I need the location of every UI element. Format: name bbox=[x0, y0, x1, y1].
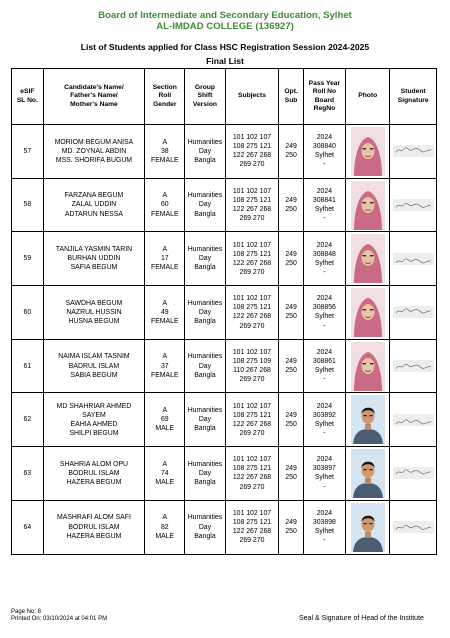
group-line: Day bbox=[198, 523, 212, 531]
section-cell bbox=[145, 178, 185, 232]
opt-sub-line: 250 bbox=[285, 152, 297, 160]
sl-cell: 61 bbox=[12, 339, 44, 393]
pass-line: 303892 bbox=[312, 411, 336, 419]
section-line: MALE bbox=[155, 425, 175, 433]
col-names bbox=[43, 69, 144, 125]
name-line: MD SHAHRIAR AHMED bbox=[56, 402, 132, 410]
group-line: Bangla bbox=[194, 156, 216, 164]
name-line: SABIA BEGUM bbox=[70, 371, 118, 379]
name-line: MD. ZOYNAL ABDIN bbox=[61, 147, 127, 155]
group-cell bbox=[185, 286, 225, 340]
signature-icon bbox=[393, 521, 434, 533]
sl-cell: 57 bbox=[12, 125, 44, 179]
group-line: Humanities bbox=[187, 514, 223, 522]
opt-sub-line: 249 bbox=[285, 304, 297, 312]
opt-sub-line: 250 bbox=[285, 367, 297, 375]
header-text: SL No. bbox=[16, 96, 38, 104]
section-cell bbox=[145, 500, 185, 554]
name-line: BODRUL ISLAM bbox=[68, 523, 120, 531]
header-text: Mother's Name bbox=[70, 100, 118, 108]
pass-cell bbox=[303, 500, 345, 554]
subjects-cell bbox=[225, 339, 279, 393]
photo-cell bbox=[346, 393, 390, 447]
names-cell bbox=[43, 393, 144, 447]
subject-line: 108 275 109 bbox=[232, 357, 272, 365]
subjects-cell bbox=[225, 393, 279, 447]
table-row bbox=[12, 447, 437, 501]
table-row bbox=[12, 339, 437, 393]
table-row bbox=[12, 232, 437, 286]
opt-sub-line: 249 bbox=[285, 250, 297, 258]
pass-line: 308856 bbox=[312, 304, 336, 312]
pass-line: Sylhet bbox=[314, 367, 334, 375]
opt-sub-line: 249 bbox=[285, 411, 297, 419]
male-photo-icon bbox=[351, 503, 385, 552]
section-cell bbox=[145, 447, 185, 501]
header-text: Shift bbox=[197, 92, 213, 100]
group-cell bbox=[185, 447, 225, 501]
subject-line: 122 267 268 bbox=[232, 259, 272, 267]
section-line: A bbox=[162, 138, 168, 146]
pass-line: Sylhet bbox=[314, 259, 334, 267]
photo-cell bbox=[346, 232, 390, 286]
header-text: Pass Year bbox=[308, 79, 341, 87]
sl-cell: 60 bbox=[12, 286, 44, 340]
section-line: FEMALE bbox=[150, 156, 179, 164]
header-text: Group bbox=[194, 83, 215, 91]
pass-line: 308848 bbox=[312, 250, 336, 258]
opt-sub-line: 249 bbox=[285, 196, 297, 204]
subject-line: 101 102 107 bbox=[232, 134, 272, 142]
header-text: Section bbox=[152, 83, 177, 91]
names-cell bbox=[43, 232, 144, 286]
opt-sub-line: 249 bbox=[285, 465, 297, 473]
col-sl bbox=[12, 69, 44, 125]
photo-cell bbox=[346, 339, 390, 393]
subject-line: 269 270 bbox=[239, 537, 265, 545]
subject-line: 269 270 bbox=[239, 429, 265, 437]
group-line: Day bbox=[198, 362, 212, 370]
subject-line: 108 275 121 bbox=[232, 304, 272, 312]
name-line: BADRUL ISLAM bbox=[68, 362, 120, 370]
opt-sub-line: 250 bbox=[285, 528, 297, 536]
group-line: Humanities bbox=[187, 192, 223, 200]
subject-line: 108 275 121 bbox=[232, 143, 272, 151]
name-line: TANJILA YASMIN TARIN bbox=[55, 246, 133, 254]
opt-sub-line: 250 bbox=[285, 206, 297, 214]
col-photo bbox=[346, 69, 390, 125]
name-line: MSS. SHORIFA BUGUM bbox=[55, 156, 133, 164]
name-line: ZALAL UDDIN bbox=[71, 201, 117, 209]
female-photo-icon bbox=[351, 342, 385, 391]
pass-line: Sylhet bbox=[314, 206, 334, 214]
name-line: SHILPI BEGUM bbox=[69, 429, 119, 437]
section-cell bbox=[145, 339, 185, 393]
photo-cell bbox=[346, 447, 390, 501]
header-text: Photo bbox=[358, 92, 378, 100]
subject-line: 122 267 268 bbox=[232, 313, 272, 321]
name-line: EAHIA AHMED bbox=[70, 420, 118, 428]
group-line: Day bbox=[198, 147, 212, 155]
table-header-row bbox=[12, 69, 437, 125]
section-line: FEMALE bbox=[150, 264, 179, 272]
sl-cell: 58 bbox=[12, 178, 44, 232]
pass-line: 2024 bbox=[316, 241, 333, 249]
col-opt bbox=[279, 69, 303, 125]
subject-line: 122 267 268 bbox=[232, 474, 272, 482]
opt-sub-line: 250 bbox=[285, 313, 297, 321]
header-text: Sub bbox=[284, 96, 298, 104]
signature-icon bbox=[393, 360, 434, 372]
signature-icon bbox=[393, 467, 434, 479]
header-text: Signature bbox=[397, 96, 429, 104]
subject-line: 122 267 268 bbox=[232, 420, 272, 428]
opt-sub-line: 250 bbox=[285, 259, 297, 267]
header-text: Candidate's Name/ bbox=[64, 83, 124, 91]
subject-line: 101 102 107 bbox=[232, 509, 272, 517]
pass-line: - bbox=[323, 161, 326, 169]
signature-cell bbox=[390, 125, 437, 179]
section-line: 38 bbox=[160, 147, 169, 155]
signature-icon bbox=[393, 414, 434, 426]
group-cell bbox=[185, 232, 225, 286]
pass-cell bbox=[303, 125, 345, 179]
group-line: Bangla bbox=[194, 371, 216, 379]
col-subjects bbox=[225, 69, 279, 125]
pass-line: 303898 bbox=[312, 519, 336, 527]
photo-cell bbox=[346, 286, 390, 340]
pass-cell bbox=[303, 286, 345, 340]
section-line: MALE bbox=[155, 532, 175, 540]
pass-line: 2024 bbox=[316, 402, 333, 410]
header-text: RegNo bbox=[313, 104, 336, 112]
group-line: Day bbox=[198, 416, 212, 424]
section-line: 69 bbox=[160, 416, 169, 424]
subject-line: 101 102 107 bbox=[232, 348, 272, 356]
signature-cell bbox=[390, 178, 437, 232]
sl-cell: 64 bbox=[12, 500, 44, 554]
opt-cell bbox=[279, 125, 303, 179]
pass-line: 303897 bbox=[312, 465, 336, 473]
col-section bbox=[145, 69, 185, 125]
subject-line: 101 102 107 bbox=[232, 295, 272, 303]
pass-line: - bbox=[323, 483, 326, 491]
name-line: SAFIA BEGUM bbox=[70, 264, 118, 272]
section-line: A bbox=[162, 299, 168, 307]
subject-line: 122 267 268 bbox=[232, 528, 272, 536]
group-cell bbox=[185, 393, 225, 447]
name-line: MORIOM BEGUM ANISA bbox=[54, 138, 134, 146]
name-line: SAYEM bbox=[82, 411, 106, 419]
pass-line: Sylhet bbox=[314, 313, 334, 321]
table-row bbox=[12, 500, 437, 554]
header-text: Subjects bbox=[238, 92, 266, 100]
section-cell bbox=[145, 286, 185, 340]
opt-cell bbox=[279, 286, 303, 340]
names-cell bbox=[43, 286, 144, 340]
subject-line: 269 270 bbox=[239, 161, 265, 169]
subjects-cell bbox=[225, 286, 279, 340]
section-line: 82 bbox=[160, 523, 169, 531]
section-line: FEMALE bbox=[150, 210, 179, 218]
names-cell bbox=[43, 339, 144, 393]
pass-cell bbox=[303, 393, 345, 447]
name-line: FARZANA BEGUM bbox=[64, 192, 124, 200]
group-line: Humanities bbox=[187, 407, 223, 415]
sl-cell: 62 bbox=[12, 393, 44, 447]
section-cell bbox=[145, 232, 185, 286]
students-table bbox=[11, 68, 437, 555]
section-cell bbox=[145, 125, 185, 179]
group-line: Bangla bbox=[194, 425, 216, 433]
group-line: Day bbox=[198, 255, 212, 263]
section-line: A bbox=[162, 460, 168, 468]
group-line: Bangla bbox=[194, 264, 216, 272]
names-cell bbox=[43, 125, 144, 179]
section-line: A bbox=[162, 407, 168, 415]
section-line: FEMALE bbox=[150, 317, 179, 325]
header-text: Board bbox=[314, 96, 335, 104]
subject-line: 269 270 bbox=[239, 215, 265, 223]
male-photo-icon bbox=[351, 395, 385, 444]
pass-cell bbox=[303, 339, 345, 393]
female-photo-icon bbox=[351, 127, 385, 176]
pass-cell bbox=[303, 178, 345, 232]
name-line: SAWDHA BEGUM bbox=[65, 299, 123, 307]
opt-sub-line: 249 bbox=[285, 357, 297, 365]
final-list-label: Final List bbox=[206, 56, 244, 66]
signature-icon bbox=[393, 145, 434, 157]
list-title: List of Students applied for Class HSC Registration Session 2024-2025 bbox=[80, 42, 370, 52]
sl-cell: 59 bbox=[12, 232, 44, 286]
opt-cell bbox=[279, 178, 303, 232]
col-group bbox=[185, 69, 225, 125]
header-text: eSIF bbox=[20, 88, 35, 96]
header-text: Version bbox=[192, 100, 218, 108]
group-line: Humanities bbox=[187, 299, 223, 307]
pass-line: Sylhet bbox=[314, 152, 334, 160]
signature-icon bbox=[393, 199, 434, 211]
pass-line: 308841 bbox=[312, 196, 336, 204]
name-line: BURHAN UDDIN bbox=[67, 255, 121, 263]
pass-line: Sylhet bbox=[314, 528, 334, 536]
subjects-cell bbox=[225, 178, 279, 232]
table-row bbox=[12, 178, 437, 232]
subject-line: 108 275 121 bbox=[232, 519, 272, 527]
section-line: 74 bbox=[160, 469, 169, 477]
group-cell bbox=[185, 500, 225, 554]
subject-line: 269 270 bbox=[239, 322, 265, 330]
opt-sub-line: 249 bbox=[285, 143, 297, 151]
pass-line: - bbox=[323, 376, 326, 384]
subjects-cell bbox=[225, 500, 279, 554]
pass-line: 2024 bbox=[316, 509, 333, 517]
subject-line: 108 275 121 bbox=[232, 196, 272, 204]
names-cell bbox=[43, 500, 144, 554]
pass-line: 308840 bbox=[312, 143, 336, 151]
name-line: HUSNA BEGUM bbox=[68, 317, 120, 325]
subjects-cell bbox=[225, 232, 279, 286]
pass-cell bbox=[303, 232, 345, 286]
pass-line: 2024 bbox=[316, 295, 333, 303]
subject-line: 101 102 107 bbox=[232, 187, 272, 195]
pass-line: - bbox=[323, 268, 326, 276]
opt-cell bbox=[279, 447, 303, 501]
group-line: Bangla bbox=[194, 210, 216, 218]
signature-cell bbox=[390, 286, 437, 340]
pass-line: 2024 bbox=[316, 187, 333, 195]
male-photo-icon bbox=[351, 449, 385, 498]
opt-sub-line: 250 bbox=[285, 474, 297, 482]
name-line: NAIMA ISLAM TASNIM bbox=[58, 353, 130, 361]
subject-line: 108 275 121 bbox=[232, 250, 272, 258]
names-cell bbox=[43, 178, 144, 232]
female-photo-icon bbox=[351, 234, 385, 283]
printed-on: Printed On: 03/10/2024 at 04:01 PM bbox=[11, 616, 108, 623]
table-row bbox=[12, 125, 437, 179]
group-cell bbox=[185, 125, 225, 179]
subjects-cell bbox=[225, 125, 279, 179]
section-line: A bbox=[162, 192, 168, 200]
section-line: 60 bbox=[160, 201, 169, 209]
group-cell bbox=[185, 339, 225, 393]
group-line: Humanities bbox=[187, 460, 223, 468]
name-line: BODRUL ISLAM bbox=[68, 469, 120, 477]
board-title: Board of Intermediate and Secondary Education, Sylhet bbox=[98, 10, 352, 21]
subject-line: 101 102 107 bbox=[232, 402, 272, 410]
group-line: Bangla bbox=[194, 532, 216, 540]
name-line: NAZRUL HUSSIN bbox=[66, 308, 122, 316]
female-photo-icon bbox=[351, 288, 385, 337]
signature-icon bbox=[393, 253, 434, 265]
subject-line: 122 267 268 bbox=[232, 206, 272, 214]
signature-cell bbox=[390, 339, 437, 393]
college-title: AL-IMDAD COLLEGE (136927) bbox=[156, 21, 294, 32]
pass-line: 2024 bbox=[316, 134, 333, 142]
group-line: Day bbox=[198, 308, 212, 316]
subject-line: 108 275 121 bbox=[232, 465, 272, 473]
group-line: Day bbox=[198, 201, 212, 209]
name-line: MASHRAFI ALOM SAFI bbox=[56, 514, 131, 522]
names-cell bbox=[43, 447, 144, 501]
header-text: Roll bbox=[158, 92, 172, 100]
opt-cell bbox=[279, 339, 303, 393]
pass-line: 308861 bbox=[312, 357, 336, 365]
section-cell bbox=[145, 393, 185, 447]
page-number: Page No: 8 bbox=[11, 609, 42, 615]
subject-line: 108 275 121 bbox=[232, 411, 272, 419]
group-line: Humanities bbox=[187, 246, 223, 254]
subject-line: 269 270 bbox=[239, 483, 265, 491]
name-line: HAZERA BEGUM bbox=[66, 479, 122, 487]
table-row bbox=[12, 286, 437, 340]
pass-line: Sylhet bbox=[314, 420, 334, 428]
header-text: Gender bbox=[153, 100, 177, 108]
signature-icon bbox=[393, 306, 434, 318]
header-text: Roll No bbox=[312, 88, 337, 96]
pass-line: Sylhet bbox=[314, 474, 334, 482]
subject-line: 110 267 268 bbox=[233, 367, 271, 375]
pass-cell bbox=[303, 447, 345, 501]
header-text: Opt. bbox=[284, 88, 298, 96]
group-line: Humanities bbox=[187, 353, 223, 361]
opt-cell bbox=[279, 500, 303, 554]
pass-line: 2024 bbox=[316, 348, 333, 356]
signature-cell bbox=[390, 393, 437, 447]
subject-line: 122 267 268 bbox=[232, 152, 272, 160]
seal-signature-label: Seal & Signature of Head of the Institute bbox=[299, 615, 424, 622]
col-signature bbox=[390, 69, 437, 125]
signature-cell bbox=[390, 500, 437, 554]
pass-line: - bbox=[323, 322, 326, 330]
signature-cell bbox=[390, 232, 437, 286]
header-text: Father's Name/ bbox=[70, 92, 118, 100]
group-line: Bangla bbox=[194, 479, 216, 487]
section-line: FEMALE bbox=[150, 371, 179, 379]
pass-line: - bbox=[323, 537, 326, 545]
photo-cell bbox=[346, 178, 390, 232]
group-line: Humanities bbox=[187, 138, 223, 146]
opt-sub-line: 250 bbox=[285, 420, 297, 428]
name-line: SHAHRIA ALOM OPU bbox=[59, 460, 129, 468]
section-line: A bbox=[162, 246, 168, 254]
section-line: A bbox=[162, 353, 168, 361]
section-line: MALE bbox=[155, 479, 175, 487]
pass-line: - bbox=[323, 215, 326, 223]
section-line: 17 bbox=[160, 255, 169, 263]
group-cell bbox=[185, 178, 225, 232]
opt-sub-line: 249 bbox=[285, 519, 297, 527]
photo-cell bbox=[346, 500, 390, 554]
subject-line: 269 270 bbox=[239, 268, 265, 276]
subject-line: 101 102 107 bbox=[232, 456, 272, 464]
pass-line: 2024 bbox=[316, 456, 333, 464]
subject-line: 101 102 107 bbox=[232, 241, 272, 249]
header-text: Student bbox=[400, 88, 426, 96]
section-line: 49 bbox=[160, 308, 169, 316]
section-line: 37 bbox=[160, 362, 169, 370]
opt-cell bbox=[279, 232, 303, 286]
photo-cell bbox=[346, 125, 390, 179]
opt-cell bbox=[279, 393, 303, 447]
section-line: A bbox=[162, 514, 168, 522]
name-line: ADTARUN NESSA bbox=[64, 210, 123, 218]
pass-line: - bbox=[323, 429, 326, 437]
group-line: Bangla bbox=[194, 317, 216, 325]
subject-line: 269 270 bbox=[239, 376, 265, 384]
name-line: HAZERA BEGUM bbox=[66, 532, 122, 540]
group-line: Day bbox=[198, 469, 212, 477]
table-row bbox=[12, 393, 437, 447]
subjects-cell bbox=[225, 447, 279, 501]
sl-cell: 63 bbox=[12, 447, 44, 501]
col-pass bbox=[303, 69, 345, 125]
signature-cell bbox=[390, 447, 437, 501]
female-photo-icon bbox=[351, 181, 385, 230]
